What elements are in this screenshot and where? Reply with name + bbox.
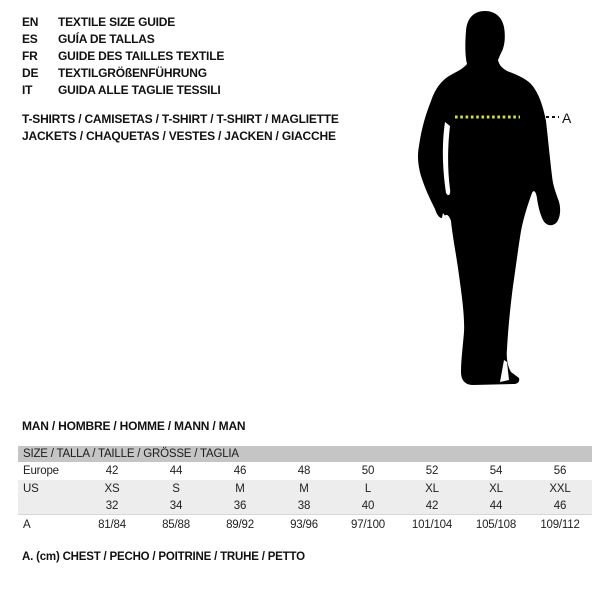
row-label: A — [23, 518, 31, 531]
language-row — [22, 30, 224, 47]
size-value: 109/112 — [540, 518, 580, 531]
size-value: 97/100 — [351, 518, 385, 531]
language-title: GUIDE DES TAILLES TEXTILE — [58, 48, 225, 63]
language-title: TEXTILE SIZE GUIDE — [58, 14, 176, 29]
size-value: 56 — [553, 465, 567, 477]
measurement-label-a: A — [562, 110, 572, 126]
table-row-europe — [18, 462, 592, 480]
size-value: M — [235, 482, 245, 495]
size-value: 50 — [361, 465, 375, 477]
size-value: L — [364, 482, 372, 495]
size-value: 52 — [425, 465, 439, 477]
language-title-list — [22, 13, 224, 98]
size-value: 42 — [105, 465, 119, 477]
table-row-chest-cm — [18, 514, 592, 534]
size-value: 89/92 — [226, 518, 254, 531]
size-value: M — [299, 482, 309, 495]
size-value: 101/104 — [411, 518, 453, 531]
table-row-us — [18, 480, 592, 497]
size-value: 40 — [361, 499, 375, 512]
man-silhouette-figure — [400, 0, 600, 410]
language-title: GUÍA DE TALLAS — [58, 31, 155, 46]
language-code: EN — [22, 14, 39, 29]
language-row — [22, 13, 224, 30]
size-value: 44 — [169, 465, 183, 477]
size-value: S — [172, 482, 180, 495]
size-value: 38 — [297, 499, 311, 512]
size-value: 44 — [489, 499, 503, 512]
language-code: DE — [22, 65, 39, 80]
category-tshirts: T-SHIRTS / CAMISETAS / T-SHIRT / T-SHIRT / MAGLIETTE — [22, 112, 339, 126]
size-value: 93/96 — [290, 518, 318, 531]
garment-category-lines — [22, 111, 339, 145]
man-silhouette-icon — [400, 0, 600, 410]
language-row — [22, 47, 224, 64]
size-value: 42 — [425, 499, 439, 512]
size-value: XXL — [549, 482, 571, 495]
language-code: ES — [22, 31, 38, 46]
size-value: XS — [104, 482, 120, 495]
measurement-footnote: A. (cm) CHEST / PECHO / POITRINE / TRUHE / PETTO — [22, 551, 305, 563]
size-value: 105/108 — [475, 518, 517, 531]
table-row-numeric — [18, 497, 592, 514]
section-title-man: MAN / HOMBRE / HOMME / MANN / MAN — [22, 419, 246, 433]
size-value: 34 — [169, 499, 183, 512]
category-jackets: JACKETS / CHAQUETAS / VESTES / JACKEN / GIACCHE — [22, 129, 336, 143]
size-value: 46 — [553, 499, 567, 512]
size-table-header: SIZE / TALLA / TAILLE / GRÖSSE / TAGLIA — [18, 446, 592, 462]
size-value: 85/88 — [162, 518, 190, 531]
man-silhouette-path — [418, 11, 560, 385]
size-value: 46 — [233, 465, 247, 477]
language-code: IT — [22, 82, 33, 97]
size-value: 81/84 — [98, 518, 126, 531]
size-value: 54 — [489, 465, 503, 477]
size-value: 36 — [233, 499, 247, 512]
size-value: 48 — [297, 465, 311, 477]
row-label: US — [23, 482, 39, 495]
size-table — [18, 446, 592, 534]
size-value: XL — [425, 482, 439, 495]
size-value: 32 — [105, 499, 119, 512]
language-title: GUIDA ALLE TAGLIE TESSILI — [58, 82, 221, 97]
language-row — [22, 64, 224, 81]
language-row — [22, 81, 224, 98]
language-title: TEXTILGRÖßENFÜHRUNG — [58, 65, 207, 80]
size-value: XL — [489, 482, 503, 495]
language-code: FR — [22, 48, 38, 63]
row-label: Europe — [23, 465, 59, 477]
